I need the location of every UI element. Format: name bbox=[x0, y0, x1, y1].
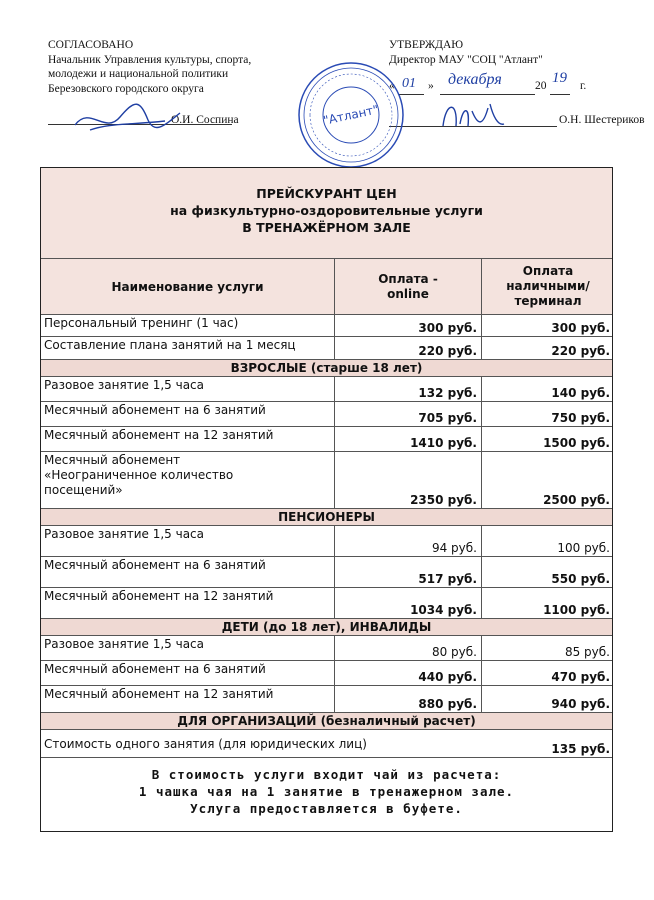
approval-signature bbox=[70, 95, 190, 145]
service-name: Месячный абонемент на 6 занятий bbox=[41, 557, 335, 587]
note-line-2: 1 чашка чая на 1 занятие в тренажерном зале. bbox=[138, 784, 515, 799]
approval-block bbox=[48, 38, 308, 96]
price-cash: 220 руб. bbox=[551, 344, 610, 358]
price-online: 517 руб. bbox=[418, 572, 477, 586]
approve-signature bbox=[438, 96, 508, 141]
price-cash: 85 руб. bbox=[564, 645, 610, 659]
table-row bbox=[41, 686, 612, 713]
price-online: 220 руб. bbox=[418, 344, 477, 358]
table-row bbox=[41, 337, 612, 360]
price-org: 135 руб. bbox=[551, 742, 610, 756]
price-cash: 100 руб. bbox=[557, 541, 610, 555]
service-name: Персональный тренинг (1 час) bbox=[41, 315, 335, 336]
service-name: Месячный абонемент на 12 занятий bbox=[41, 427, 335, 451]
approve-month: декабря bbox=[448, 71, 502, 88]
table-row bbox=[41, 636, 612, 661]
table-title bbox=[41, 168, 612, 259]
section-organizations: ДЛЯ ОРГАНИЗАЦИЙ (безналичный расчет) bbox=[41, 713, 612, 730]
price-cash: 1500 руб. bbox=[543, 436, 610, 450]
price-online: 2350 руб. bbox=[410, 493, 477, 507]
price-cash: 470 руб. bbox=[551, 670, 610, 684]
title-line-2: на физкультурно-оздоровительные услуги bbox=[170, 203, 483, 218]
service-name: Разовое занятие 1,5 часа bbox=[41, 526, 335, 556]
approve-year-end: г. bbox=[580, 80, 587, 92]
column-header-name: Наименование услуги bbox=[41, 259, 335, 314]
service-name: Месячный абонемент «Неограниченное количество посещений» bbox=[41, 452, 335, 508]
org-name-cell bbox=[41, 730, 482, 757]
title-line-1: ПРЕЙСКУРАНТ ЦЕН bbox=[256, 186, 397, 201]
approve-signer: О.Н. Шестериков bbox=[559, 114, 645, 126]
section-children: ДЕТИ (до 18 лет), ИНВАЛИДЫ bbox=[41, 619, 612, 636]
approve-block bbox=[389, 38, 629, 67]
price-online: 300 руб. bbox=[418, 321, 477, 335]
price-cash: 2500 руб. bbox=[543, 493, 610, 507]
stamp-label: "Атлант" bbox=[322, 102, 380, 128]
approve-quote-open: « bbox=[389, 80, 395, 92]
approve-heading: УТВЕРЖДАЮ bbox=[389, 39, 464, 51]
price-online: 440 руб. bbox=[418, 670, 477, 684]
table-row bbox=[41, 557, 612, 588]
table-row bbox=[41, 402, 612, 427]
approval-position-3: Березовского городского округа bbox=[48, 82, 204, 95]
price-cash: 300 руб. bbox=[551, 321, 610, 335]
table-row bbox=[41, 315, 612, 337]
table-row bbox=[41, 661, 612, 686]
price-online: 94 руб. bbox=[431, 541, 477, 555]
note-line-3: Услуга предоставляется в буфете. bbox=[190, 801, 463, 816]
price-online: 1410 руб. bbox=[410, 436, 477, 450]
price-table bbox=[40, 167, 613, 832]
price-online: 132 руб. bbox=[418, 386, 477, 400]
price-online: 705 руб. bbox=[418, 411, 477, 425]
price-online: 880 руб. bbox=[418, 697, 477, 711]
service-name: Составление плана занятий на 1 месяц bbox=[41, 337, 335, 359]
approve-year-suffix: 19 bbox=[552, 70, 567, 86]
section-pensioners: ПЕНСИОНЕРЫ bbox=[41, 509, 612, 526]
table-row bbox=[41, 588, 612, 619]
price-cash: 140 руб. bbox=[551, 386, 610, 400]
service-name: Месячный абонемент на 6 занятий bbox=[41, 661, 335, 685]
table-row bbox=[41, 427, 612, 452]
service-name: Месячный абонемент на 12 занятий bbox=[41, 686, 335, 712]
approve-day: 01 bbox=[402, 76, 416, 91]
approve-quote-close: » bbox=[428, 80, 434, 92]
approval-heading: СОГЛАСОВАНО bbox=[48, 39, 134, 51]
table-row bbox=[41, 377, 612, 402]
year-line bbox=[550, 94, 570, 95]
price-cash: 1100 руб. bbox=[543, 603, 610, 617]
column-header-row bbox=[41, 259, 612, 315]
service-name: Месячный абонемент на 6 занятий bbox=[41, 402, 335, 426]
service-name: Разовое занятие 1,5 часа bbox=[41, 377, 335, 401]
service-name: Разовое занятие 1,5 часа bbox=[41, 636, 335, 660]
price-cash: 940 руб. bbox=[551, 697, 610, 711]
approval-position-2: молодежи и национальной политики bbox=[48, 68, 229, 80]
approval-position-1: Начальник Управления культуры, спорта, bbox=[48, 53, 252, 66]
table-row bbox=[41, 526, 612, 557]
approve-position: Директор МАУ "СОЦ "Атлант" bbox=[389, 53, 543, 66]
section-adults: ВЗРОСЛЫЕ (старше 18 лет) bbox=[41, 360, 612, 377]
month-line bbox=[440, 94, 535, 95]
price-online: 1034 руб. bbox=[410, 603, 477, 617]
price-cash: 750 руб. bbox=[551, 411, 610, 425]
price-online: 80 руб. bbox=[431, 645, 477, 659]
table-row bbox=[41, 730, 612, 758]
approval-signer: О.И. Соспина bbox=[171, 114, 239, 126]
column-header-cash: Оплата наличными/ терминал bbox=[506, 264, 590, 308]
column-header-online: Оплата - online bbox=[335, 259, 482, 314]
service-name: Стоимость одного занятия (для юридических лиц) bbox=[44, 737, 367, 751]
title-line-3: В ТРЕНАЖЁРНОМ ЗАЛЕ bbox=[242, 220, 411, 235]
table-row bbox=[41, 452, 612, 509]
organization-stamp bbox=[296, 60, 406, 170]
price-cash: 550 руб. bbox=[551, 572, 610, 586]
approve-year-prefix: 20 bbox=[535, 80, 547, 92]
service-name: Месячный абонемент на 12 занятий bbox=[41, 588, 335, 618]
note-line-1: В стоимость услуги входит чай из расчета: bbox=[151, 767, 502, 782]
